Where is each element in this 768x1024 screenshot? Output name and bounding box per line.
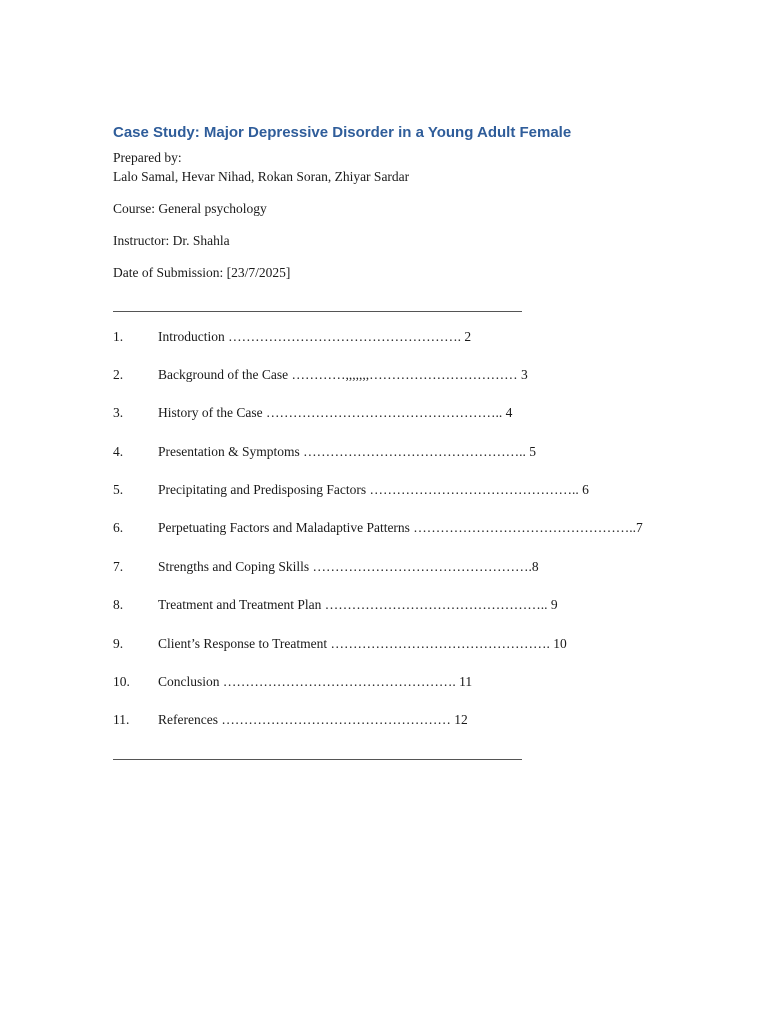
toc-item-text: Introduction ……………………………………………. 2 (158, 329, 472, 344)
toc-item-text: Strengths and Coping Skills ………………………………………….8 (158, 559, 539, 574)
toc-item-text: Client’s Response to Treatment …………………………………………. 10 (158, 636, 567, 651)
toc-item-number: 9. (113, 636, 124, 651)
toc-item-text: Conclusion ……………………………………………. 11 (158, 674, 473, 689)
toc-item-text: Precipitating and Predisposing Factors ……………………………………….. 6 (158, 482, 589, 497)
submission-date-line: Date of Submission: [23/7/2025] (113, 265, 291, 280)
toc-item-number: 2. (113, 367, 124, 382)
toc-item-number: 11. (113, 712, 130, 727)
toc-item-number: 8. (113, 597, 124, 612)
toc-item-number: 6. (113, 520, 124, 535)
course-line: Course: General psychology (113, 201, 267, 216)
toc-item-text: History of the Case …………………………………………….. 4 (158, 405, 513, 420)
toc-item-number: 4. (113, 444, 124, 459)
toc-item-number: 1. (113, 329, 124, 344)
toc-item-number: 7. (113, 559, 124, 574)
authors-line: Lalo Samal, Hevar Nihad, Rokan Soran, Zhiyar Sardar (113, 169, 410, 184)
instructor-line: Instructor: Dr. Shahla (113, 233, 230, 248)
top-divider (113, 311, 522, 312)
toc-item-text: Presentation & Symptoms ………………………………………….. 5 (158, 444, 536, 459)
toc-item-text: Background of the Case …………,,,,,,,…………………………… 3 (158, 367, 528, 382)
bottom-divider (113, 759, 522, 760)
toc-item-text: Perpetuating Factors and Maladaptive Patterns …………………………………………..7 (158, 520, 643, 535)
prepared-by-label: Prepared by: (113, 150, 182, 165)
toc-item-number: 5. (113, 482, 124, 497)
toc-item-number: 3. (113, 405, 124, 420)
toc-item-number: 10. (113, 674, 130, 689)
toc-item-text: References …………………………………………… 12 (158, 712, 468, 727)
document-title: Case Study: Major Depressive Disorder in a Young Adult Female (113, 124, 572, 141)
toc-item-text: Treatment and Treatment Plan ………………………………………….. 9 (158, 597, 558, 612)
